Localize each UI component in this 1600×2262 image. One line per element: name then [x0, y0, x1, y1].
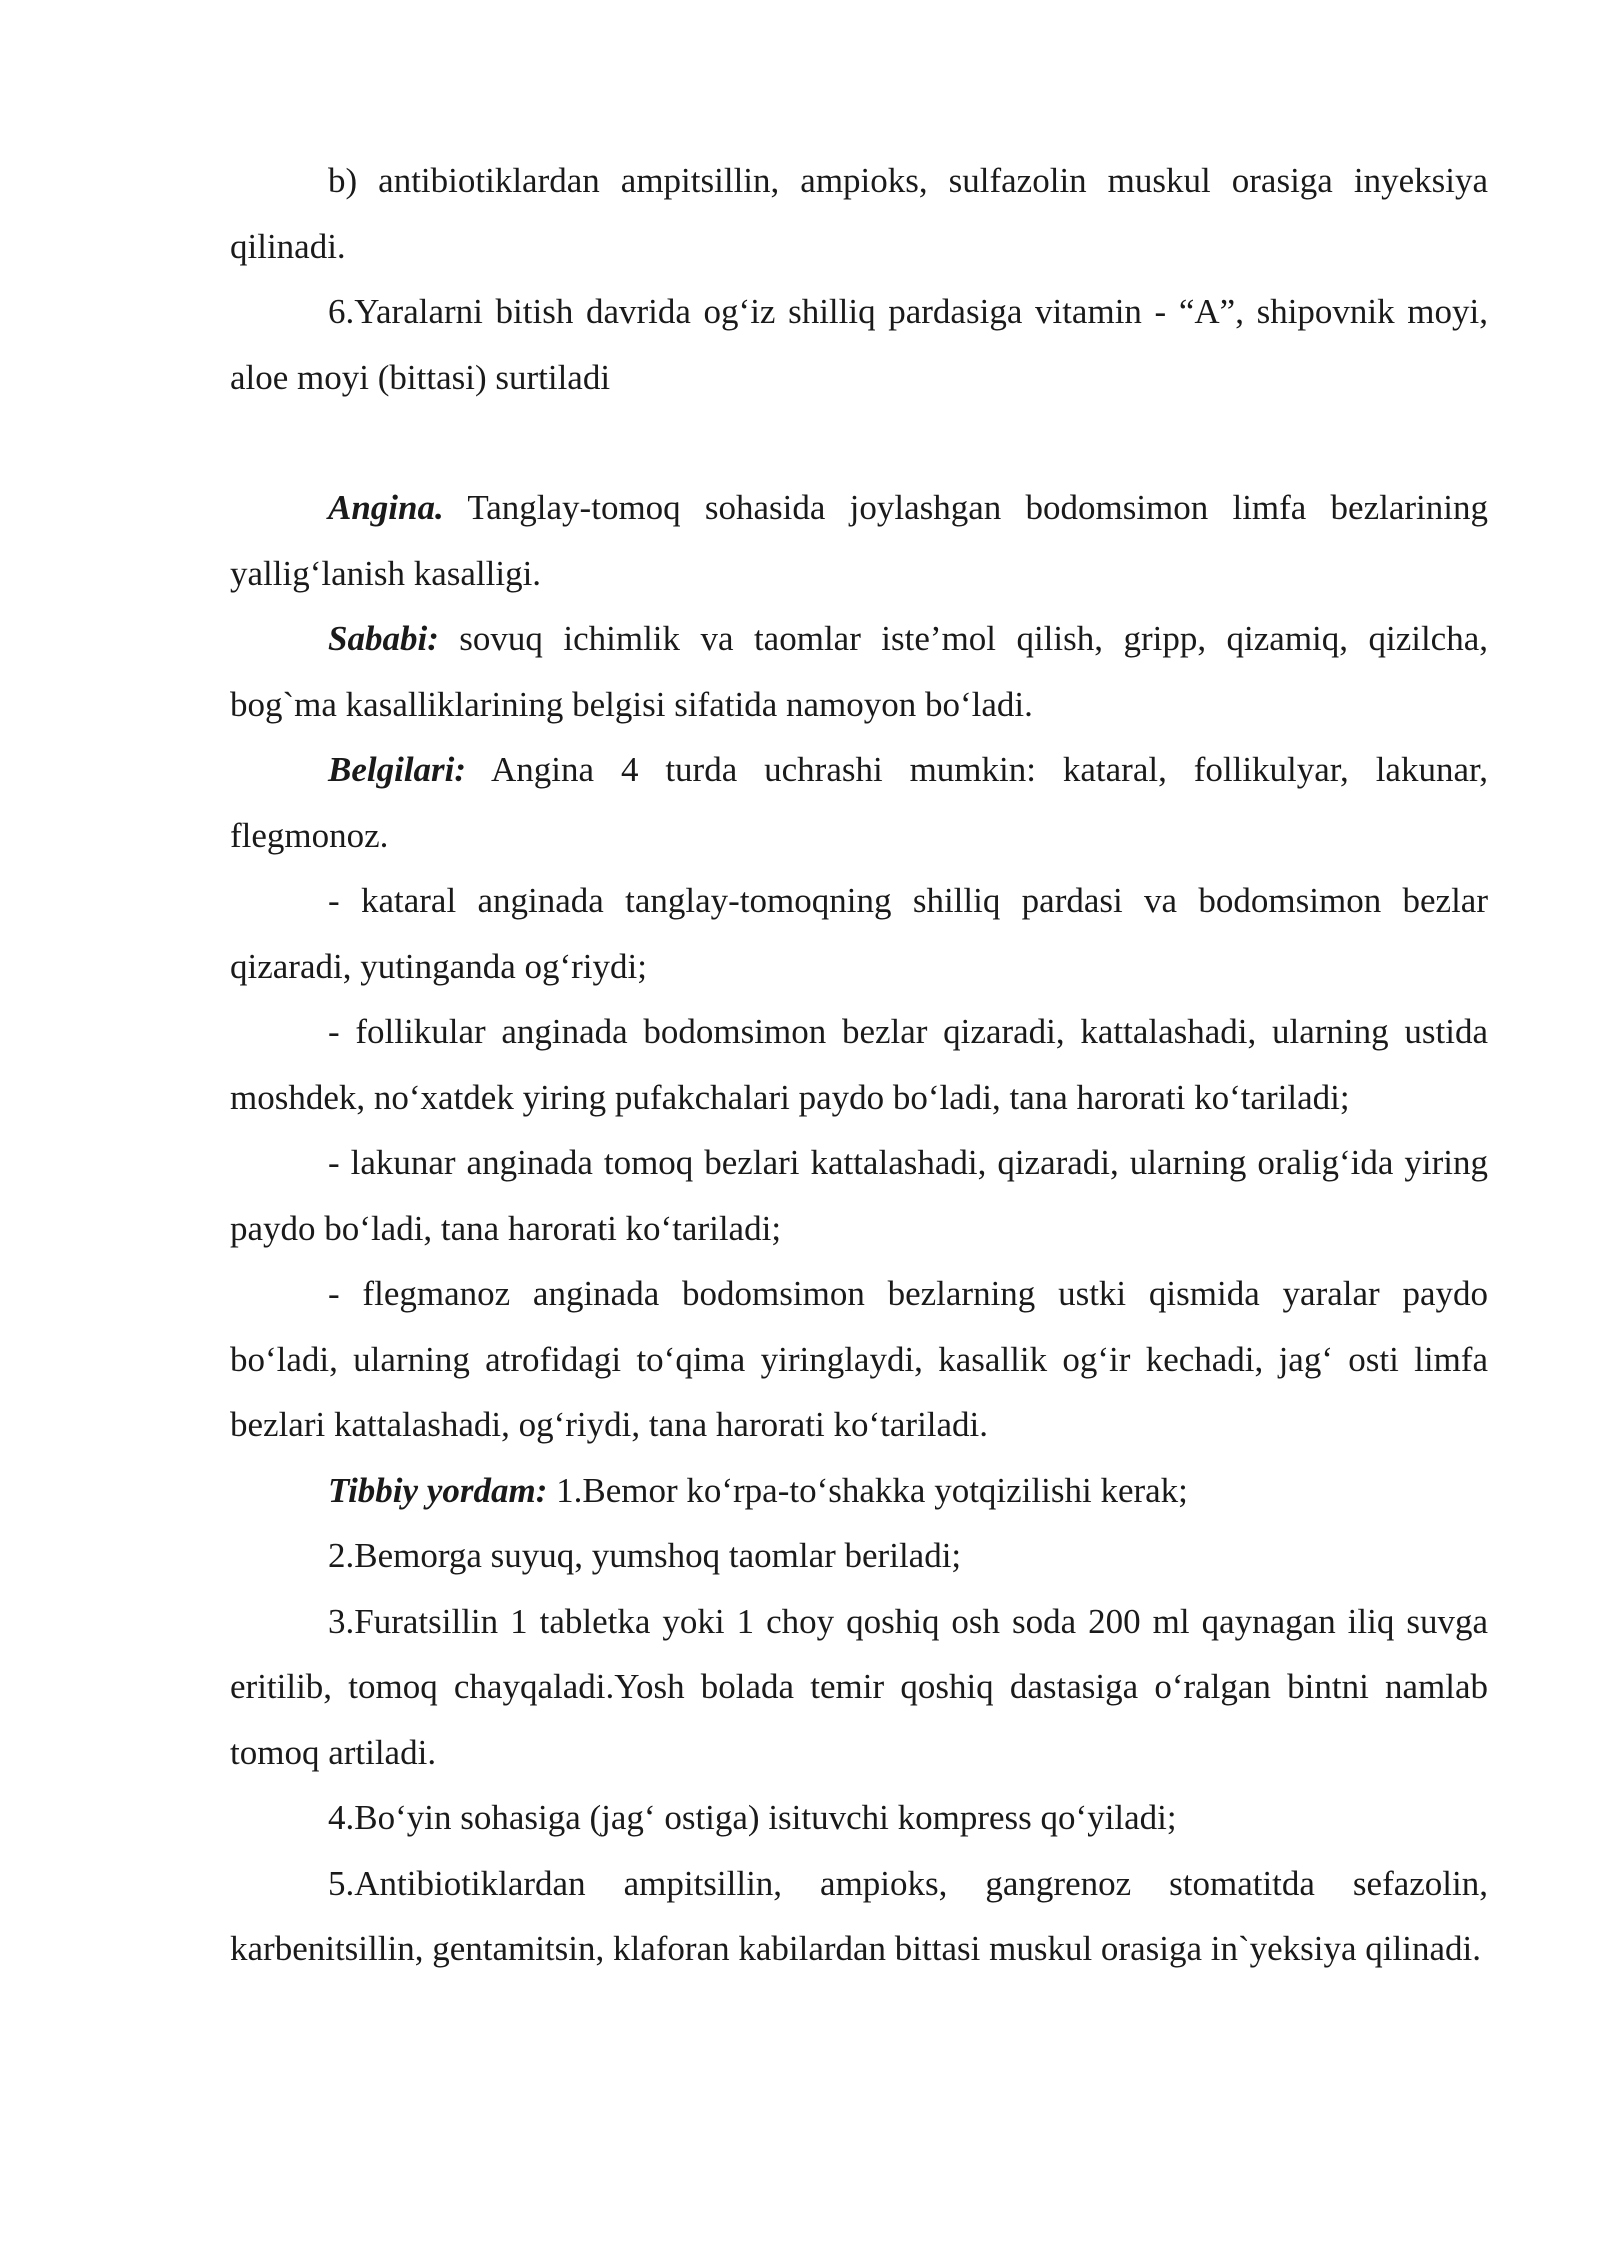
paragraph-step-5	[230, 1851, 1488, 1982]
term-label: Angina.	[328, 488, 444, 527]
paragraph-text: - follikular anginada bodomsimon bezlar qizaradi, kattalashadi, ularning ustida moshdek, no‘xatdek yiring pufakchalari paydo bo‘ladi, tana harorati ko‘tariladi;	[230, 1012, 1488, 1117]
paragraph-step-4	[230, 1785, 1488, 1851]
paragraph-phlegmonous	[230, 1261, 1488, 1458]
paragraph-lacunar	[230, 1130, 1488, 1261]
paragraph-text: 4.Bo‘yin sohasiga (jag‘ ostiga) isituvchi kompress qo‘yiladi;	[328, 1798, 1177, 1837]
paragraph-text: sovuq ichimlik va taomlar iste’mol qilish, gripp, qizamiq, qizilcha, bog`ma kasalliklarining belgisi sifatida namoyon bo‘ladi.	[230, 619, 1488, 724]
paragraph-text: Angina 4 turda uchrashi mumkin: kataral, follikulyar, lakunar, flegmonoz.	[230, 750, 1488, 855]
paragraph-text: Tanglay-tomoq sohasida joylashgan bodomsimon limfa bezlarining yallig‘lanish kasalligi.	[230, 488, 1488, 593]
paragraph-text: - flegmanoz anginada bodomsimon bezlarning ustki qismida yaralar paydo bo‘ladi, ularning atrofidagi to‘qima yiringlaydi, kasallik og‘ir kechadi, jag‘ osti limfa bezlari kattalashadi, og‘riydi, tana harorati ko‘tariladi.	[230, 1274, 1488, 1444]
document-page	[230, 148, 1488, 1982]
paragraph-follicular	[230, 999, 1488, 1130]
paragraph-healing-vitamin	[230, 279, 1488, 410]
term-label: Sababi:	[328, 619, 439, 658]
paragraph-text: 6.Yaralarni bitish davrida og‘iz shilliq pardasiga vitamin - “A”, shipovnik moyi, aloe moyi (bittasi) surtiladi	[230, 292, 1488, 397]
paragraph-text: - kataral anginada tanglay-tomoqning shilliq pardasi va bodomsimon bezlar qizaradi, yutinganda og‘riydi;	[230, 881, 1488, 986]
paragraph-step-3	[230, 1589, 1488, 1786]
term-label: Tibbiy yordam:	[328, 1470, 548, 1510]
paragraph-text: - lakunar anginada tomoq bezlari kattalashadi, qizaradi, ularning oralig‘ida yiring paydo bo‘ladi, tana harorati ko‘tariladi;	[230, 1143, 1488, 1248]
paragraph-text: b) antibiotiklardan ampitsillin, ampioks, sulfazolin muskul orasiga inyeksiya qilinadi.	[230, 161, 1488, 266]
paragraph-text: 1.Bemor ko‘rpa-to‘shakka yotqizilishi kerak;	[547, 1470, 1188, 1510]
term-label: Belgilari:	[328, 750, 467, 789]
paragraph-medical-help	[230, 1458, 1488, 1524]
paragraph-angina-definition	[230, 475, 1488, 606]
paragraph-text: 5.Antibiotiklardan ampitsillin, ampioks, gangrenoz stomatitda sefazolin, karbenitsillin, gentamitsin, klaforan kabilardan bittasi muskul orasiga in`yeksiya qilinadi.	[230, 1863, 1488, 1968]
paragraph-cause	[230, 606, 1488, 737]
paragraph-antibiotics-b	[230, 148, 1488, 279]
paragraph-step-2	[230, 1523, 1488, 1589]
paragraph-symptoms	[230, 737, 1488, 868]
paragraph-text: 3.Furatsillin 1 tabletka yoki 1 choy qoshiq osh soda 200 ml qaynagan iliq suvga eritilib, tomoq chayqaladi.Yosh bolada temir qoshiq dastasiga o‘ralgan bintni namlab tomoq artiladi.	[230, 1601, 1488, 1772]
paragraph-text: 2.Bemorga suyuq, yumshoq taomlar beriladi;	[328, 1536, 962, 1575]
paragraph-catarrhal	[230, 868, 1488, 999]
